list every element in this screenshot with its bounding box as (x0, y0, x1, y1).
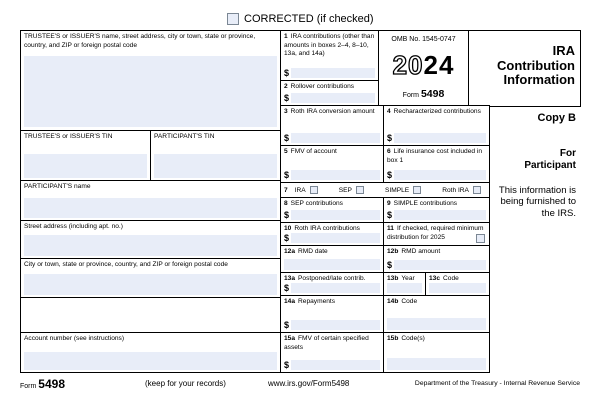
omb-year-cell (378, 30, 469, 106)
box13b-year-field[interactable] (387, 283, 422, 293)
box6-dollar-sign: $ (387, 170, 393, 180)
box1-number: 1 (284, 33, 288, 40)
box13c-code-field[interactable] (429, 283, 486, 293)
box3-label: Roth IRA conversion amount (290, 108, 375, 115)
box14a-number: 14a (284, 298, 296, 305)
box7-simple-label: SIMPLE (384, 186, 410, 194)
box14a-label: Repayments (298, 298, 336, 305)
box8-label: SEP contributions (290, 200, 343, 207)
footer-form-word: Form (20, 383, 37, 390)
box14a-cell (280, 295, 384, 333)
form-title: IRA Contribution Information (497, 43, 575, 88)
tax-year (379, 50, 468, 81)
box15b-label: Code(s) (401, 335, 425, 342)
box4-dollar-sign: $ (387, 133, 393, 143)
account-number-cell (20, 332, 281, 373)
box8-cell (280, 197, 384, 223)
box9-amount-field[interactable] (394, 210, 486, 220)
participant-name-label: PARTICIPANT'S name (24, 183, 91, 190)
box5-number: 5 (284, 148, 288, 155)
box10-cell (280, 222, 384, 246)
participant-tin-cell (150, 130, 281, 181)
omb-number: OMB No. 1545-0747 (391, 36, 456, 43)
box1-amount-field[interactable] (291, 68, 375, 78)
recipient-label: For Participant (524, 148, 576, 171)
account-number-field[interactable] (24, 352, 277, 370)
form-number-block (379, 88, 468, 100)
box11-cell (383, 222, 490, 246)
trustee-tin-cell (20, 130, 151, 181)
irs-notice: This information is being furnished to the IRS. (498, 185, 576, 219)
box1-cell (280, 30, 379, 81)
box14b-code-field[interactable] (387, 318, 486, 330)
box2-number: 2 (284, 83, 288, 90)
trustee-tin-label: TRUSTEE'S or ISSUER'S TIN (24, 133, 113, 140)
right-panel (489, 106, 581, 372)
corrected-row (227, 13, 374, 25)
city-field[interactable] (24, 274, 277, 295)
box4-cell (383, 105, 490, 146)
trustee-info-label: TRUSTEE'S or ISSUER'S name, street address, city or town, state or province, country, and ZIP or foreign postal code (24, 33, 256, 49)
box13c-cell (425, 272, 490, 296)
box10-dollar-sign: $ (284, 233, 290, 243)
box12b-cell (383, 245, 490, 273)
tax-year-bold: 24 (423, 50, 455, 80)
participant-tin-field[interactable] (154, 154, 277, 178)
box9-number: 9 (387, 200, 391, 207)
box4-amount-field[interactable] (394, 133, 486, 143)
box11-label: If checked, required minimum distribution for 2025 (387, 225, 484, 241)
box14b-label: Code (401, 298, 418, 305)
box12b-label: RMD amount (401, 248, 441, 255)
box13a-dollar-sign: $ (284, 283, 290, 293)
box15b-number: 15b (387, 335, 399, 342)
box12b-dollar-sign: $ (387, 260, 393, 270)
box1-dollar-sign: $ (284, 68, 290, 78)
box11-number: 11 (387, 225, 394, 232)
box13b-number: 13b (387, 275, 399, 282)
trustee-tin-field[interactable] (24, 154, 147, 178)
box15a-amount-field[interactable] (291, 360, 380, 370)
box4-label: Recharacterized contributions (393, 108, 481, 115)
ira-checkbox[interactable] (310, 186, 318, 194)
box6-label: Life insurance cost included in box 1 (387, 148, 483, 164)
street-address-field[interactable] (24, 235, 277, 256)
form-number: 5498 (420, 88, 445, 100)
box12a-cell (280, 245, 384, 273)
box8-dollar-sign: $ (284, 210, 290, 220)
participant-tin-label: PARTICIPANT'S TIN (154, 133, 215, 140)
box6-cell (383, 145, 490, 183)
participant-name-cell (20, 180, 281, 221)
treasury-department-label: Department of the Treasury - Internal Revenue Service (414, 380, 580, 387)
box9-cell (383, 197, 490, 223)
box8-number: 8 (284, 200, 288, 207)
box15b-codes-field[interactable] (387, 358, 486, 370)
box15b-cell (383, 332, 490, 373)
box12a-number: 12a (284, 248, 296, 255)
box7-number: 7 (284, 186, 288, 194)
keep-for-records: (keep for your records) (145, 379, 226, 388)
trustee-info-field[interactable] (24, 56, 277, 127)
box14a-amount-field[interactable] (291, 320, 380, 330)
box13a-label: Postponed/late contrib. (298, 275, 366, 282)
simple-checkbox[interactable] (413, 186, 421, 194)
box2-amount-field[interactable] (291, 93, 375, 103)
city-label: City or town, state or province, country, and ZIP or foreign postal code (24, 261, 228, 268)
account-number-label: Account number (see instructions) (24, 335, 125, 342)
title-cell (468, 30, 581, 107)
box4-number: 4 (387, 108, 391, 115)
footer-form-num: 5498 (38, 377, 65, 391)
box9-dollar-sign: $ (387, 210, 393, 220)
city-cell (20, 258, 281, 298)
box10-amount-field[interactable] (291, 233, 380, 243)
box5-label: FMV of account (290, 148, 337, 155)
box1-label: IRA contributions (other than amounts in boxes 2–4, 8–10, 13a, and 14a) (284, 33, 375, 58)
box12b-number: 12b (387, 248, 399, 255)
box15a-dollar-sign: $ (284, 360, 290, 370)
box13a-number: 13a (284, 275, 296, 282)
box14b-cell (383, 295, 490, 333)
box15a-label: FMV of certain specified assets (284, 335, 369, 351)
box12a-label: RMD date (298, 248, 328, 255)
box2-label: Rollover contributions (290, 83, 355, 90)
box7-sep-label: SEP (338, 186, 352, 194)
box2-dollar-sign: $ (284, 93, 290, 103)
box10-number: 10 (284, 225, 292, 232)
corrected-checkbox[interactable] (227, 13, 239, 25)
box3-amount-field[interactable] (291, 133, 380, 143)
roth-ira-checkbox[interactable] (473, 186, 481, 194)
box6-amount-field[interactable] (394, 170, 486, 180)
box9-label: SIMPLE contributions (393, 200, 458, 207)
box10-label: Roth IRA contributions (294, 225, 360, 232)
participant-name-field[interactable] (24, 198, 277, 218)
box2-cell (280, 80, 379, 106)
box13c-number: 13c (429, 275, 441, 282)
box14b-number: 14b (387, 298, 399, 305)
box15a-cell (280, 332, 384, 373)
box13b-cell (383, 272, 426, 296)
street-address-label: Street address (including apt. no.) (24, 223, 123, 230)
rmd-2025-checkbox[interactable] (476, 234, 485, 243)
box7-rothira-label: Roth IRA (442, 186, 469, 194)
corrected-label: CORRECTED (if checked) (244, 13, 374, 25)
box5-amount-field[interactable] (291, 170, 380, 180)
tax-year-outline: 20 (392, 50, 424, 80)
sep-checkbox[interactable] (356, 186, 364, 194)
empty-address-cell (20, 297, 281, 333)
copy-label: Copy B (537, 112, 576, 124)
box15a-number: 15a (284, 335, 296, 342)
box13b-label: Year (401, 275, 415, 282)
box14a-dollar-sign: $ (284, 320, 290, 330)
box3-dollar-sign: $ (284, 133, 290, 143)
footer-form-number (20, 377, 65, 391)
box3-number: 3 (284, 108, 288, 115)
box5-dollar-sign: $ (284, 170, 290, 180)
box6-number: 6 (387, 148, 391, 155)
box13c-label: Code (443, 275, 459, 282)
box5-cell (280, 145, 384, 183)
box13a-cell (280, 272, 384, 296)
box7-ira-label: IRA (294, 186, 306, 194)
box7-cell (280, 182, 490, 198)
form-word: Form (402, 92, 420, 99)
box12a-date-field[interactable] (284, 259, 380, 270)
irs-url-link[interactable]: www.irs.gov/Form5498 (268, 379, 350, 388)
box8-amount-field[interactable] (291, 210, 380, 220)
box12b-amount-field[interactable] (394, 260, 486, 270)
box3-cell (280, 105, 384, 146)
footer (0, 377, 600, 393)
trustee-info-cell (20, 30, 281, 131)
street-address-cell (20, 220, 281, 259)
box13a-amount-field[interactable] (291, 283, 380, 293)
